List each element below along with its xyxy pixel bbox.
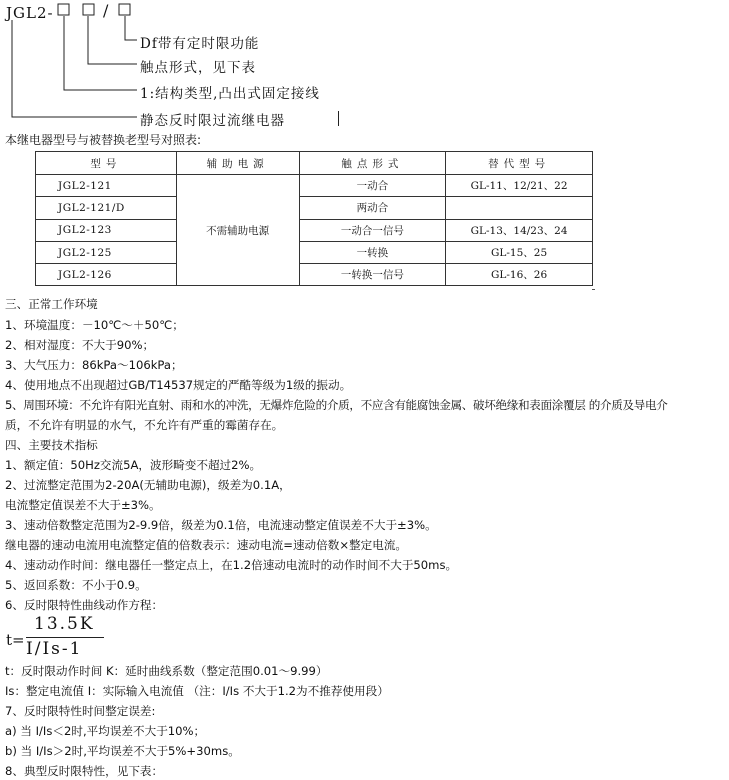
cell-replace: GL-13、14/23、24	[446, 219, 593, 241]
table-row	[36, 264, 593, 286]
text-cursor	[338, 111, 339, 126]
def-current: Is：整定电流值 I：实际输入电流值 （注：I/Is 不大于1.2为不推荐使用段）	[5, 684, 389, 698]
formula-fraction-bar	[26, 637, 104, 638]
tech-curve-equation: 6、反时限特性曲线动作方程：	[5, 598, 164, 612]
cell-contact: 一动合	[299, 175, 446, 197]
designation-lines	[0, 0, 729, 135]
env-temperature: 1、环境温度：－10℃～＋50℃；	[5, 318, 184, 332]
table-row	[36, 197, 593, 219]
box-3	[119, 4, 130, 15]
designation-slash: /	[103, 1, 109, 20]
env-humidity: 2、相对湿度：不大于90%；	[5, 338, 155, 352]
cell-contact: 一转换一信号	[299, 264, 446, 286]
model-designation-diagram	[0, 0, 729, 135]
label-contact-form: 触点形式，见下表	[140, 60, 256, 76]
tech-overcurrent-range: 2、过流整定范围为2-20A(无辅助电源)，级差为0.1A，	[5, 478, 291, 492]
tech-rated-value: 1、额定值：50Hz交流5A，波形畸变不超过2%。	[5, 458, 262, 472]
table-row	[36, 241, 593, 263]
env-pressure: 3、大气压力：86kPa～106kPa；	[5, 358, 183, 372]
label-relay-type: 静态反时限过流继电器	[140, 113, 285, 129]
cell-contact: 一转换	[299, 241, 446, 263]
section-env-title: 三、正常工作环境	[5, 297, 98, 311]
section-tech-title: 四、主要技术指标	[5, 438, 98, 452]
header-contact: 触点形式	[299, 152, 446, 175]
cell-aux-power: 不需辅助电源	[176, 175, 299, 286]
label-structure-type: 1:结构类型,凸出式固定接线	[140, 86, 320, 102]
tech-time-error-a: a) 当 I/Is＜2时,平均误差不大于10%；	[5, 724, 206, 738]
cell-replace: GL-11、12/21、22	[446, 175, 593, 197]
table-row	[36, 175, 593, 197]
cell-model: JGL2-126	[36, 264, 177, 286]
cell-replace	[446, 197, 593, 219]
def-time-k: t：反时限动作时间 K：延时曲线系数（整定范围0.01～9.99）	[5, 664, 328, 678]
inverse-time-formula	[6, 614, 116, 660]
cell-model: JGL2-123	[36, 219, 177, 241]
table-row	[36, 219, 593, 241]
cell-model: JGL2-125	[36, 241, 177, 263]
cell-contact: 两动合	[299, 197, 446, 219]
cell-replace: GL-15、25	[446, 241, 593, 263]
formula-numerator: 13.5K	[34, 614, 95, 634]
designation-prefix: JGL2-	[6, 4, 54, 22]
header-aux-power: 辅助电源	[176, 152, 299, 175]
header-model: 型号	[36, 152, 177, 175]
tech-quick-multiple: 3、速动倍数整定范围为2-9.9倍，级差为0.1倍，电流速动整定值误差不大于±3%。	[5, 518, 437, 532]
formula-lhs: t=	[6, 631, 25, 649]
label-df-function: Df带有定时限功能	[140, 36, 260, 52]
tech-quick-time: 4、速动动作时间：继电器任一整定点上，在1.2倍速动电流时的动作时间不大于50ms。	[5, 558, 458, 572]
model-comparison-table	[35, 151, 593, 286]
tech-quick-current: 继电器的速动电流用电流整定值的倍数表示：速动电流=速动倍数×整定电流。	[5, 538, 408, 552]
env-surroundings-1: 5、周围环境：不允许有阳光直射、雨和水的冲洗，无爆炸危险的介质，不应含有能腐蚀金属、破坏绝缘和表面涂覆层 的介质及导电介	[5, 398, 668, 412]
cell-model: JGL2-121	[36, 175, 177, 197]
box-1	[58, 4, 69, 15]
box-2	[83, 4, 94, 15]
table-title: 本继电器型号与被替换老型号对照表:	[5, 133, 202, 147]
tech-typical-curve: 8、典型反时限特性，见下表：	[5, 764, 164, 778]
tech-time-error-b: b) 当 I/Is＞2时,平均误差不大于5%+30ms。	[5, 744, 240, 758]
formula-denominator: I/Is-1	[26, 639, 83, 659]
cell-model: JGL2-121/D	[36, 197, 177, 219]
tech-setting-error: 电流整定值误差不大于±3%。	[5, 498, 161, 512]
table-header-row	[36, 152, 593, 175]
cell-contact: 一动合一信号	[299, 219, 446, 241]
cell-replace: GL-16、26	[446, 264, 593, 286]
env-surroundings-2: 质，不允许有明显的水气，不允许有严重的霉菌存在。	[5, 418, 284, 432]
header-replace: 替代型号	[446, 152, 593, 175]
env-vibration: 4、使用地点不出现超过GB/T14537规定的严酷等级为1级的振动。	[5, 378, 352, 392]
table-corner-mark	[592, 289, 595, 290]
tech-time-error: 7、反时限特性时间整定误差:	[5, 704, 156, 718]
tech-return-coef: 5、返回系数：不小于0.9。	[5, 578, 147, 592]
